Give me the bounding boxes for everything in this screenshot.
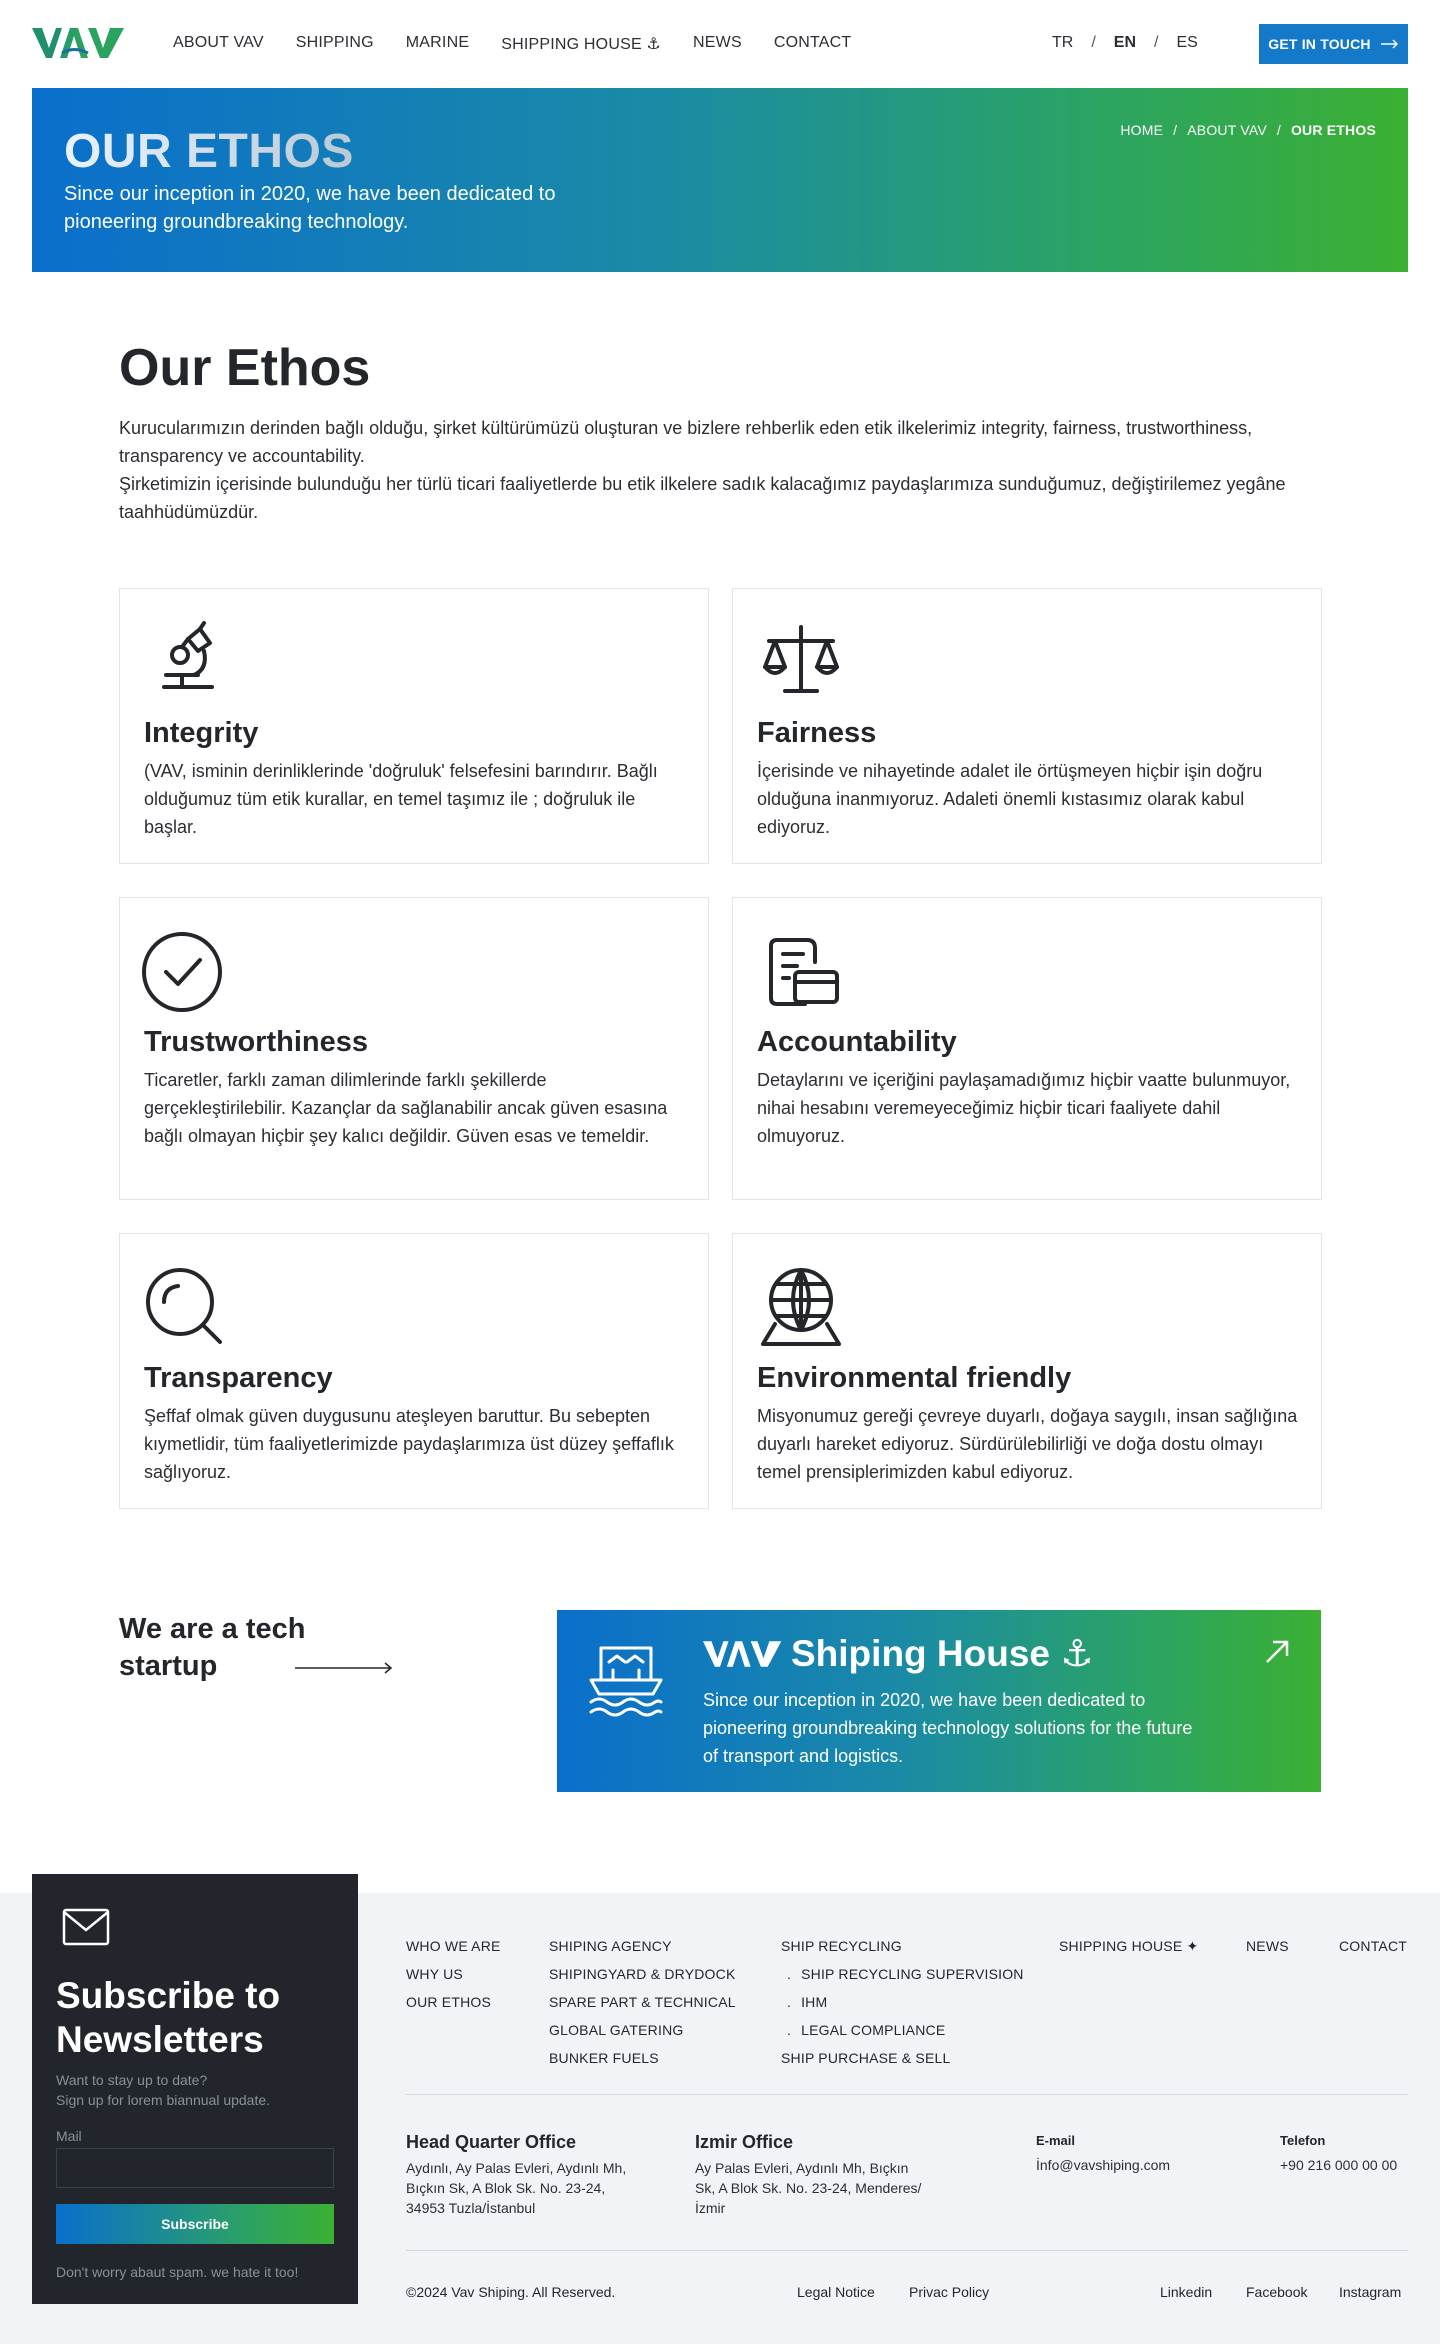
nav-shipping-house[interactable]: SHIPPING HOUSE ⚓ bbox=[501, 36, 662, 53]
page-title: OUR ETHOS bbox=[64, 125, 354, 178]
footer-shipping-house-link[interactable]: SHIPPING HOUSE ✦ bbox=[1059, 1938, 1199, 1954]
lang-es[interactable]: ES bbox=[1176, 34, 1198, 51]
newsletter-title: Subscribe to Newsletters bbox=[56, 1975, 281, 2060]
office-address: Aydınlı, Ay Palas Evleri, Aydınlı Mh, Bıçkın Sk, A Blok Sk. No. 23-24, 34953 Tuzla/İstanbul bbox=[406, 2160, 627, 2216]
card-text: Misyonumuz gereği çevreye duyarlı, doğaya saygılı, insan sağlığına duyarlı hareket ediyoruz. Sürdürülebilirliği ve doğa dostu olmayı temel prensiplerimizden kabul ediyoruz. bbox=[757, 1406, 1298, 1482]
email-value[interactable]: İnfo@vavshiping.com bbox=[1036, 2157, 1171, 2173]
language-switcher bbox=[1052, 34, 1198, 52]
card-title: Integrity bbox=[144, 717, 259, 749]
phone-label: Telefon bbox=[1280, 2133, 1326, 2148]
lang-separator: / bbox=[1091, 34, 1096, 51]
copyright: ©2024 Vav Shiping. All Reserved. bbox=[406, 2284, 616, 2300]
office-izmir bbox=[695, 2132, 925, 2218]
breadcrumb-separator: / bbox=[1276, 122, 1281, 138]
footer-divider bbox=[406, 2094, 1408, 2095]
card-text: (VAV, isminin derinliklerinde 'doğruluk' felsefesini barındırır. Bağlı olduğumuz tüm etik kurallar, en temel taşımız ile ; doğruluk ile başlar. bbox=[144, 761, 658, 837]
card-text: İçerisinde ve nihayetinde adalet ile örtüşmeyen hiçbir işin doğru olduğuna inanmıyoruz. Adaleti önemli kıstasımız olarak kabul ediyoruz. bbox=[757, 761, 1263, 837]
get-in-touch-label: GET IN TOUCH bbox=[1268, 36, 1371, 52]
office-title: Head Quarter Office bbox=[406, 2132, 577, 2152]
breadcrumb-about-vav[interactable]: ABOUT VAV bbox=[1187, 122, 1267, 138]
footer-link[interactable]: SHIP RECYCLING bbox=[781, 1938, 902, 1954]
get-in-touch-button[interactable] bbox=[1259, 24, 1408, 64]
magnifier-icon bbox=[142, 1262, 232, 1352]
nav-news[interactable]: NEWS bbox=[693, 34, 742, 51]
social-facebook-link[interactable]: Facebook bbox=[1246, 2284, 1308, 2300]
mail-input[interactable] bbox=[56, 2148, 334, 2188]
footer-col-shipping bbox=[549, 1932, 736, 2072]
spam-note: Don't worry abaut spam. we hate it too! bbox=[56, 2264, 299, 2280]
ethos-card-trustworthiness bbox=[119, 897, 709, 1200]
footer-link[interactable]: BUNKER FUELS bbox=[549, 2050, 659, 2066]
footer-link[interactable]: GLOBAL GATERING bbox=[549, 2022, 684, 2038]
nav-about-vav[interactable]: ABOUT VAV bbox=[173, 34, 264, 51]
footer-news-link[interactable]: NEWS bbox=[1246, 1938, 1289, 1954]
check-circle-icon bbox=[142, 926, 232, 1016]
ship-icon bbox=[587, 1640, 665, 1718]
intro-paragraph-1: Kurucularımızın derinden bağlı olduğu, şirket kültürümüzü oluşturan ve bizlere rehberlik eden etik ilkelerimiz integrity, fairness, trustworthiness, transparency ve accountability. bbox=[119, 418, 1253, 466]
lang-separator: / bbox=[1154, 34, 1159, 51]
newsletter-subtitle bbox=[56, 2070, 346, 2110]
phone-value[interactable]: +90 216 000 00 00 bbox=[1280, 2157, 1398, 2173]
site-header bbox=[0, 0, 1440, 88]
newsletter-subtitle-line-2: Sign up for lorem biannual update. bbox=[56, 2092, 271, 2108]
newsletter-panel bbox=[32, 1874, 358, 2304]
startup-heading: We are a tech startup bbox=[119, 1613, 306, 1682]
social-linkedin-link[interactable]: Linkedin bbox=[1160, 2284, 1213, 2300]
arrow-up-right-icon[interactable] bbox=[1263, 1638, 1291, 1666]
privacy-policy-link[interactable]: Privac Policy bbox=[909, 2284, 990, 2300]
shipping-house-banner[interactable] bbox=[557, 1610, 1321, 1792]
legal-notice-link[interactable]: Legal Notice bbox=[797, 2284, 875, 2300]
subscribe-button[interactable]: Subscribe bbox=[56, 2204, 334, 2244]
footer-col-about bbox=[406, 1932, 501, 2016]
shipping-house-title bbox=[703, 1632, 1093, 1675]
nav-shipping[interactable]: SHIPPING bbox=[295, 34, 374, 51]
scales-icon bbox=[755, 617, 845, 707]
invoice-card-icon bbox=[755, 926, 845, 1016]
ethos-card-integrity bbox=[119, 588, 709, 864]
arrow-right-icon bbox=[1381, 39, 1399, 49]
card-title: Accountability bbox=[757, 1026, 957, 1058]
newsletter-subtitle-line-1: Want to stay up to date? bbox=[56, 2072, 208, 2088]
footer-link[interactable]: OUR ETHOS bbox=[406, 1994, 492, 2010]
mail-icon bbox=[62, 1908, 110, 1946]
footer-link[interactable]: SPARE PART & TECHNICAL bbox=[549, 1994, 736, 2010]
long-arrow-right-icon bbox=[295, 1660, 395, 1676]
shipping-house-text: Since our inception in 2020, we have been dedicated to pioneering groundbreaking technology solutions for the future of transport and logistics. bbox=[703, 1690, 1193, 1766]
lang-tr[interactable]: TR bbox=[1052, 34, 1074, 51]
ethos-card-environmental bbox=[732, 1233, 1322, 1509]
ethos-card-transparency bbox=[119, 1233, 709, 1509]
card-text: Detaylarını ve içeriğini paylaşamadığımız hiçbir vaatte bulunmuyor, nihai hesabını veremeyeceğimiz hiçbir ticari faaliyete dahil olmuyoruz. bbox=[757, 1070, 1291, 1146]
footer-link[interactable]: WHY US bbox=[406, 1966, 463, 1982]
hero-banner bbox=[32, 88, 1408, 272]
card-text: Şeffaf olmak güven duygusunu ateşleyen baruttur. Bu sebepten kıymetlidir, tüm faaliyetlerimizde paydaşlarımıza üst düzey şeffaflık sağlıyoruz. bbox=[144, 1406, 674, 1482]
lang-en[interactable]: EN bbox=[1113, 34, 1137, 51]
breadcrumb bbox=[1120, 122, 1376, 138]
footer-link[interactable]: SHIPING AGENCY bbox=[549, 1938, 672, 1954]
nav-contact[interactable]: CONTACT bbox=[773, 34, 852, 51]
email-label: E-mail bbox=[1036, 2133, 1076, 2148]
breadcrumb-current: OUR ETHOS bbox=[1290, 122, 1376, 138]
footer-divider bbox=[406, 2250, 1408, 2251]
card-title: Fairness bbox=[757, 717, 877, 749]
microscope-icon bbox=[142, 617, 232, 707]
nav-marine[interactable]: MARINE bbox=[405, 34, 470, 51]
card-title: Trustworthiness bbox=[144, 1026, 368, 1058]
hero-subtitle: Since our inception in 2020, we have been dedicated to pioneering groundbreaking technology. bbox=[64, 183, 556, 233]
intro-paragraph-2: Şirketimizin içerisinde bulunduğu her türlü ticari faaliyetlerde bu etik ilkelere sadık kalacağımız paydaşlarımıza sunduğumuz, değiştirilemez yegâne taahhüdümüzdür. bbox=[119, 474, 1286, 522]
globe-map-icon bbox=[755, 1262, 845, 1352]
card-text: Ticaretler, farklı zaman dilimlerinde farklı şekillerde gerçekleştirilebilir. Kazançlar da sağlanabilir ancak güven esasına bağlı olmayan hiçbir şey kalıcı değildir. Güven esas ve temeldir. bbox=[144, 1070, 668, 1146]
footer-col-recycling bbox=[781, 1932, 1024, 2072]
footer-link[interactable]: SHIPINGYARD & DRYDOCK bbox=[549, 1966, 736, 1982]
social-instagram-link[interactable]: Instagram bbox=[1339, 2284, 1402, 2300]
main-nav bbox=[173, 34, 883, 54]
section-title: Our Ethos bbox=[119, 339, 371, 397]
card-title: Transparency bbox=[144, 1362, 333, 1394]
footer-sublink[interactable]: . LEGAL COMPLIANCE bbox=[781, 2016, 1024, 2044]
footer-contact-link[interactable]: CONTACT bbox=[1339, 1938, 1408, 1954]
mail-label: Mail bbox=[56, 2128, 82, 2144]
breadcrumb-separator: / bbox=[1173, 122, 1178, 138]
ethos-card-accountability bbox=[732, 897, 1322, 1200]
intro-text bbox=[119, 414, 1329, 526]
contact-email bbox=[1036, 2130, 1170, 2176]
office-address: Ay Palas Evleri, Aydınlı Mh, Bıçkın Sk, A Blok Sk. No. 23-24, Menderes/İzmir bbox=[695, 2160, 922, 2216]
footer-sublink[interactable]: . IHM bbox=[781, 1988, 1024, 2016]
contact-phone bbox=[1280, 2130, 1397, 2176]
footer-link[interactable]: SHIP PURCHASE & SELL bbox=[781, 2050, 951, 2066]
vav-logo[interactable] bbox=[32, 26, 126, 60]
vav-logo-white bbox=[703, 1638, 783, 1670]
footer-link[interactable]: WHO WE ARE bbox=[406, 1938, 501, 1954]
office-headquarter bbox=[406, 2132, 636, 2218]
footer-sublink[interactable]: . SHIP RECYCLING SUPERVISION bbox=[781, 1960, 1024, 1988]
ethos-card-fairness bbox=[732, 588, 1322, 864]
card-title: Environmental friendly bbox=[757, 1362, 1072, 1394]
shipping-house-name: Shiping House ⚓ bbox=[791, 1633, 1094, 1674]
breadcrumb-home[interactable]: HOME bbox=[1120, 122, 1164, 138]
office-title: Izmir Office bbox=[695, 2132, 794, 2152]
